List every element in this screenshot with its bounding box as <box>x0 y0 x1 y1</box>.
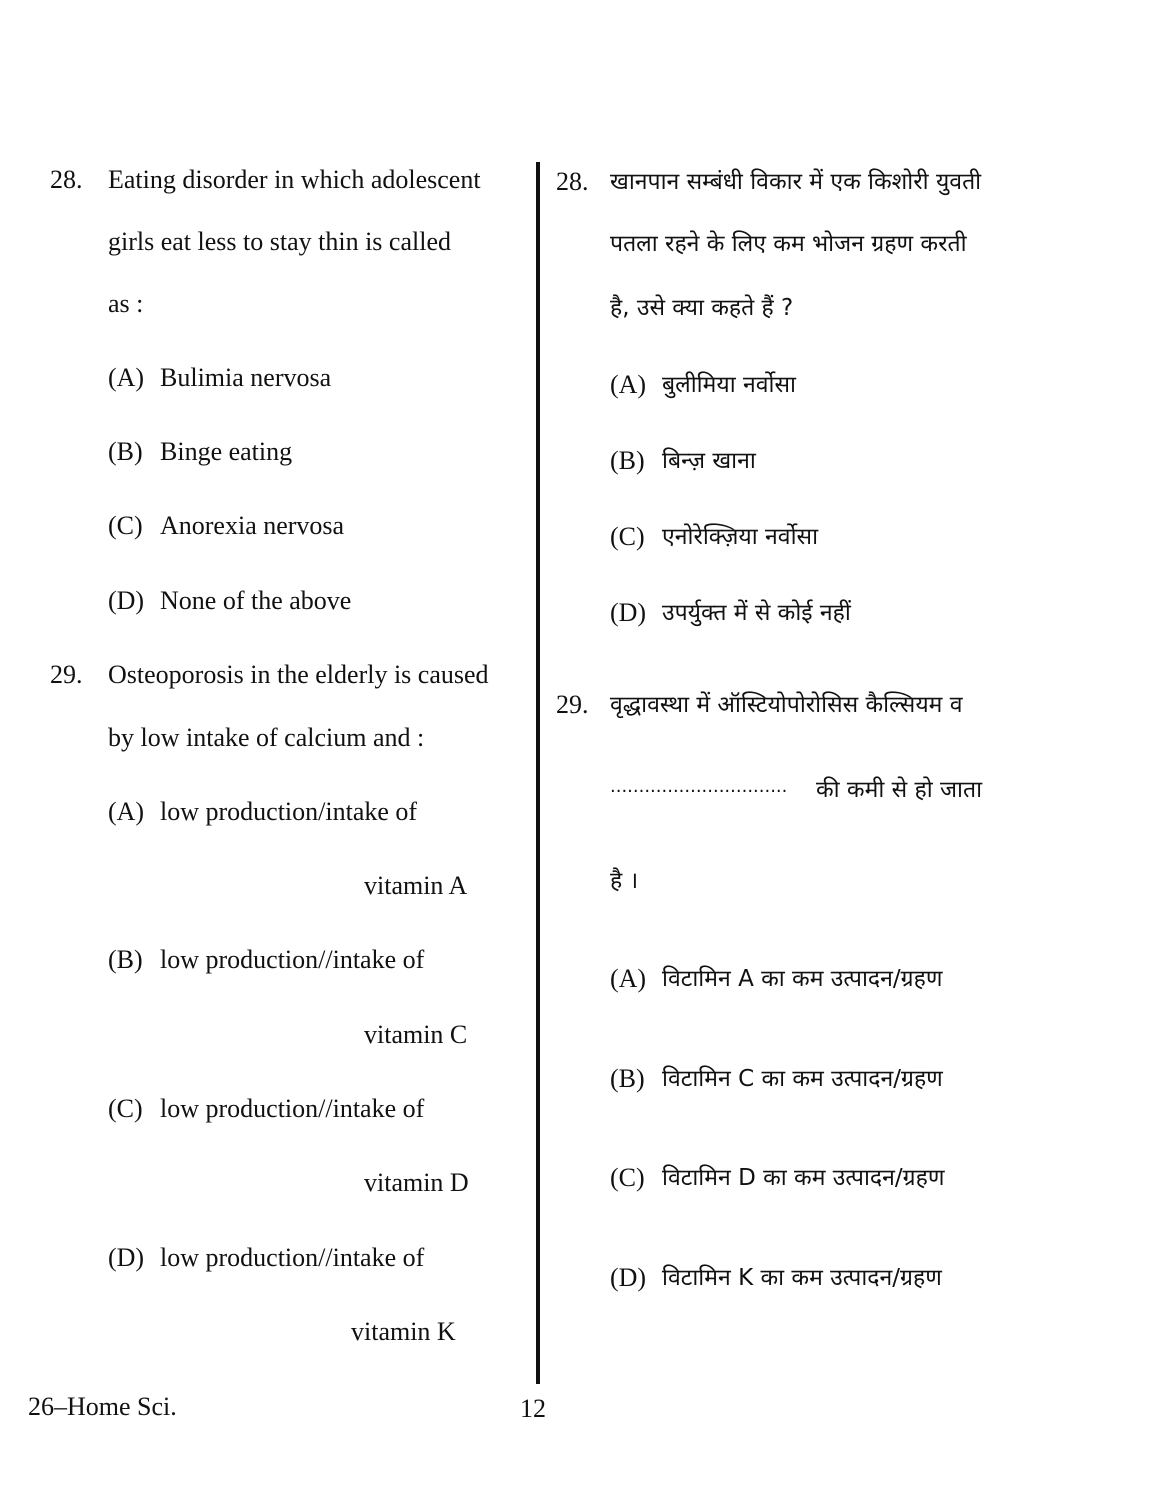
option-text: बुलीमिया नर्वोसा <box>662 372 797 398</box>
question-text-line: है । <box>610 868 639 894</box>
question-text-line: वृद्धावस्था में ऑस्टियोपोरोसिस कैल्सियम व <box>610 692 963 718</box>
question-text-line: as : <box>108 289 144 318</box>
subject-code: 26–Home Sci. <box>28 1392 177 1421</box>
option-text: विटामिन D का कम उत्पादन/ग्रहण <box>662 1165 945 1191</box>
option-label: (C) <box>108 1094 143 1123</box>
option-text: low production//intake of <box>160 1094 425 1123</box>
option-label: (C) <box>610 522 645 551</box>
option-label: (A) <box>108 363 145 392</box>
option-text: बिन्ज़ खाना <box>662 448 756 474</box>
option-text: low production//intake of <box>160 945 425 974</box>
option-label: (B) <box>108 945 143 974</box>
option-label: (D) <box>108 586 145 615</box>
question-text-line: Osteoporosis in the elderly is caused <box>108 660 489 689</box>
option-label: (A) <box>610 964 647 993</box>
option-text: विटामिन A का कम उत्पादन/ग्रहण <box>662 966 943 992</box>
option-text: एनोरेक्ज़िया नर्वोसा <box>662 524 819 550</box>
option-label: (A) <box>610 370 647 399</box>
option-label: (B) <box>108 437 143 466</box>
question-number: 28. <box>556 167 589 196</box>
option-text: None of the above <box>160 586 352 615</box>
option-label: (B) <box>610 1064 645 1093</box>
question-text-line: girls eat less to stay thin is called <box>108 227 451 256</box>
question-text-line: की कमी से हो जाता <box>816 777 983 803</box>
option-text: low production//intake of <box>160 1243 425 1272</box>
option-text-continued: vitamin D <box>364 1168 469 1197</box>
option-label: (D) <box>610 598 647 627</box>
question-number: 28. <box>50 165 83 194</box>
question-text-line: by low intake of calcium and : <box>108 723 425 752</box>
option-text-continued: vitamin C <box>364 1020 468 1049</box>
page-number: 12 <box>520 1394 546 1423</box>
option-text: Bulimia nervosa <box>160 363 332 392</box>
column-divider <box>536 162 540 1384</box>
option-label: (B) <box>610 446 645 475</box>
question-number: 29. <box>50 660 83 689</box>
answer-blank: ............................... <box>610 776 788 797</box>
option-text: Anorexia nervosa <box>160 511 345 540</box>
question-text-line: है, उसे क्या कहते हैं ? <box>610 295 794 321</box>
option-text: उपर्युक्त में से कोई नहीं <box>662 600 851 626</box>
option-label: (A) <box>108 797 145 826</box>
question-text-line: पतला रहने के लिए कम भोजन ग्रहण करती <box>610 231 967 257</box>
question-text-line: खानपान सम्बंधी विकार में एक किशोरी युवती <box>610 169 982 195</box>
question-text-line: Eating disorder in which adolescent <box>108 165 481 194</box>
option-label: (C) <box>108 511 143 540</box>
option-text-continued: vitamin A <box>364 871 468 900</box>
option-label: (C) <box>610 1163 645 1192</box>
option-text: विटामिन K का कम उत्पादन/ग्रहण <box>662 1265 942 1291</box>
option-label: (D) <box>610 1263 647 1292</box>
option-text: low production/intake of <box>160 797 418 826</box>
option-text: Binge eating <box>160 437 293 466</box>
option-text-continued: vitamin K <box>351 1317 456 1346</box>
question-number: 29. <box>556 690 589 719</box>
option-text: विटामिन C का कम उत्पादन/ग्रहण <box>662 1066 943 1092</box>
option-label: (D) <box>108 1243 145 1272</box>
